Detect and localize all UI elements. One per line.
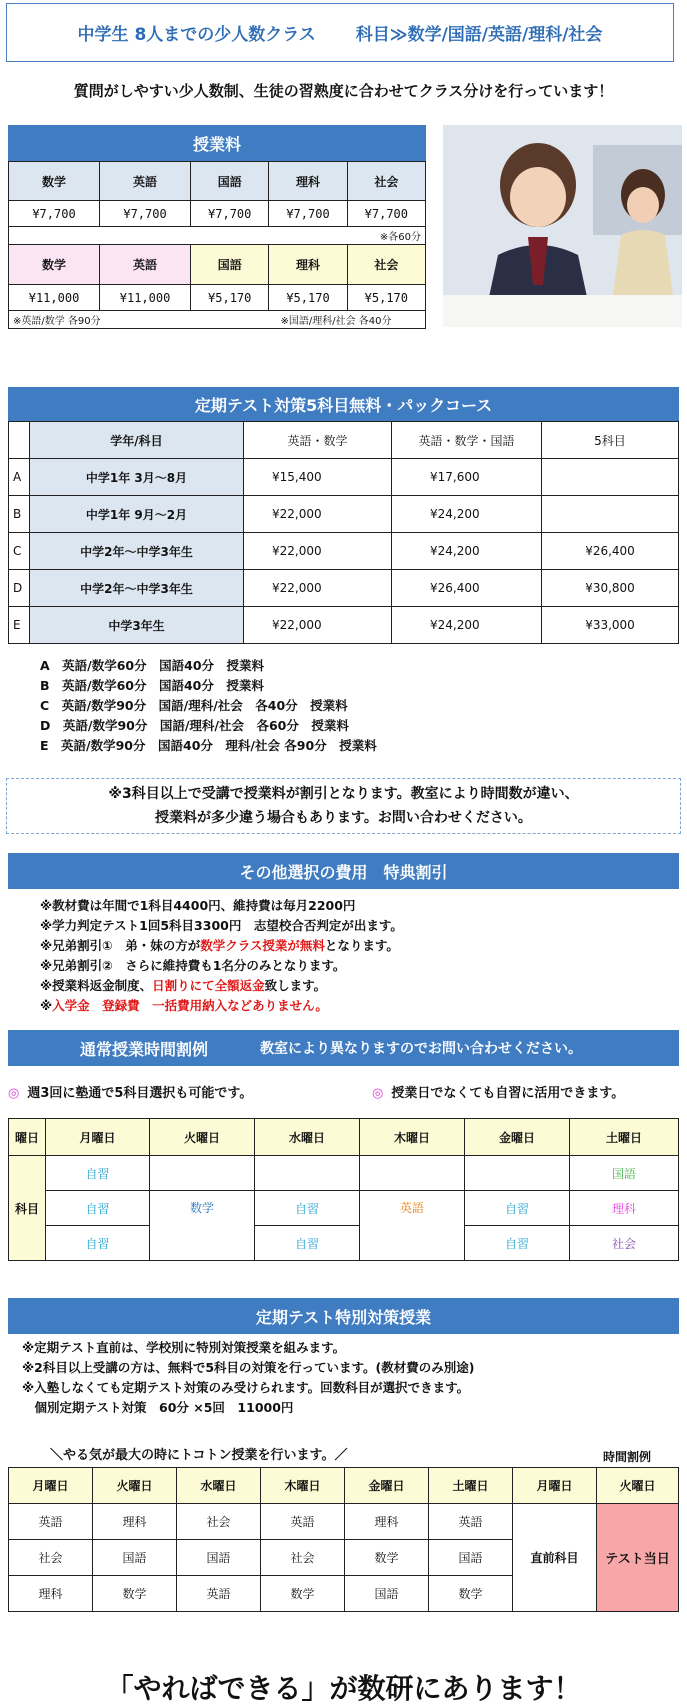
schedule-cell-empty (465, 1156, 570, 1191)
tuition-head-english: 英語 (100, 162, 191, 201)
schedule-row-label: 科目 (9, 1156, 46, 1261)
pack-row-five (542, 459, 679, 496)
schedule-cell-empty (255, 1156, 360, 1191)
pack-table (8, 421, 679, 644)
schedule-cell: 英語 (360, 1191, 465, 1261)
pack-row-ee: ¥22,000 (244, 570, 392, 607)
special-cell: 理科 (93, 1504, 177, 1540)
header-class-size: 中学生 8人までの少人数クラス (77, 25, 316, 45)
pack-row-five: ¥26,400 (542, 533, 679, 570)
schedule-head: 土曜日 (570, 1119, 679, 1156)
pack-row-five: ¥30,800 (542, 570, 679, 607)
tuition-head-english: 英語 (100, 245, 191, 285)
tuition-price: ¥5,170 (269, 285, 347, 311)
special-head: 水曜日 (177, 1468, 261, 1504)
list-item (40, 896, 403, 916)
tuition-price: ¥7,700 (347, 201, 425, 227)
bullet-mark: ◎ (372, 1086, 384, 1101)
tuition-head-math: 数学 (9, 245, 100, 285)
tuition-price: ¥11,000 (9, 285, 100, 311)
special-cell: 数学 (93, 1576, 177, 1612)
text-part: となります。 (324, 938, 399, 953)
special-caption: ＼やる気が最大の時にトコトン授業を行います。／ (50, 1448, 348, 1463)
special-head: 土曜日 (429, 1468, 513, 1504)
tuition-head-social: 社会 (347, 245, 425, 285)
pack-row-key: B (9, 496, 30, 533)
list-item: D 英語/数学90分 国語/理科/社会 各60分 授業料 (40, 718, 349, 733)
pack-head-eek: 英語・数学・国語 (392, 422, 542, 459)
list-item: ※2科目以上受講の方は、無料で5科目の対策を行っています。(教材費のみ別途) (22, 1360, 475, 1375)
pack-row-eek: ¥26,400 (392, 570, 542, 607)
text-part: ※ (40, 998, 53, 1013)
tuition-price: ¥7,700 (9, 201, 100, 227)
special-table (8, 1467, 679, 1612)
schedule-subtitle: 教室により異なりますのでお問い合わせください。 (260, 1041, 583, 1057)
schedule-cell: 自習 (46, 1226, 150, 1261)
tuition-title: 授業料 (8, 125, 426, 161)
schedule-title: 通常授業時間割例 (80, 1039, 209, 1059)
special-cell: 英語 (177, 1576, 261, 1612)
special-head: 月曜日 (9, 1468, 93, 1504)
special-cell: 社会 (177, 1504, 261, 1540)
schedule-cell: 社会 (570, 1226, 679, 1261)
schedule-cell-empty (150, 1156, 255, 1191)
schedule-head: 水曜日 (255, 1119, 360, 1156)
text-part: ※教材費は年間で1科目4400円、維持費は毎月2200円 (40, 898, 356, 913)
special-cell: 数学 (429, 1576, 513, 1612)
pack-head-ee: 英語・数学 (244, 422, 392, 459)
special-cell: 理科 (9, 1576, 93, 1612)
table-row (9, 533, 679, 570)
tuition-price: ¥7,700 (191, 201, 269, 227)
students-studying-photo (443, 125, 682, 327)
pack-row-key: D (9, 570, 30, 607)
list-item: E 英語/数学90分 国語40分 理科/社会 各90分 授業料 (40, 738, 377, 753)
tuition-note-left: ※英語/数学 各90分 (13, 316, 101, 327)
pack-row-ee: ¥22,000 (244, 496, 392, 533)
tuition-price: ¥7,700 (269, 201, 347, 227)
schedule-cell: 自習 (255, 1191, 360, 1226)
schedule-cell: 数学 (150, 1191, 255, 1261)
pack-row-grade: 中学1年 3月～8月 (30, 459, 244, 496)
pack-row-ee: ¥22,000 (244, 607, 392, 644)
schedule-cell: 自習 (46, 1191, 150, 1226)
table-row (9, 570, 679, 607)
header-box (6, 3, 674, 62)
list-item: C 英語/数学90分 国語/理科/社会 各40分 授業料 (40, 698, 348, 713)
pack-row-key: E (9, 607, 30, 644)
tuition-head-science: 理科 (269, 162, 347, 201)
table-row (9, 496, 679, 533)
list-item: B 英語/数学60分 国語40分 授業料 (40, 678, 264, 693)
schedule-head: 金曜日 (465, 1119, 570, 1156)
list-item (40, 976, 403, 996)
schedule-head: 火曜日 (150, 1119, 255, 1156)
special-last-tue: テスト当日 (597, 1504, 679, 1612)
tuition-price: ¥11,000 (100, 285, 191, 311)
special-last-mon: 直前科目 (513, 1504, 597, 1612)
slogan: 「やればできる」が数研にあります！ (105, 1672, 582, 1705)
special-head: 月曜日 (513, 1468, 597, 1504)
text-part: ※学力判定テスト1回5科目3300円 志望校合否判定が出ます。 (40, 918, 403, 933)
list-item: ※定期テスト直前は、学校別に特別対策授業を組みます。 (22, 1340, 346, 1355)
tuition-head-science: 理科 (269, 245, 347, 285)
pack-row-eek: ¥24,200 (392, 607, 542, 644)
pack-row-ee: ¥22,000 (244, 533, 392, 570)
special-cell: 英語 (261, 1504, 345, 1540)
special-cell: 英語 (9, 1504, 93, 1540)
bullet-mark: ◎ (8, 1086, 20, 1101)
header-subjects: 科目≫数学/国語/英語/理科/社会 (355, 25, 603, 45)
tuition-head-social: 社会 (347, 162, 425, 201)
special-caption-right: 時間割例 (603, 1450, 652, 1464)
pack-row-key: C (9, 533, 30, 570)
text-part: ※授業料返金制度、 (40, 978, 153, 993)
pack-row-grade: 中学1年 9月～2月 (30, 496, 244, 533)
bullet-text: 授業日でなくても自習に活用できます。 (391, 1086, 625, 1101)
list-item: 個別定期テスト対策 60分 ×5回 11000円 (22, 1400, 294, 1415)
special-cell: 数学 (345, 1540, 429, 1576)
special-cell: 社会 (9, 1540, 93, 1576)
tuition-price: ¥7,700 (100, 201, 191, 227)
special-cell: 数学 (261, 1576, 345, 1612)
schedule-head: 木曜日 (360, 1119, 465, 1156)
bullet-text: 週3回に塾通で5科目選択も可能です。 (27, 1086, 253, 1101)
tuition-price: ¥5,170 (347, 285, 425, 311)
pack-row-five (542, 496, 679, 533)
tuition-note-right: ※国語/理科/社会 各40分 (280, 316, 392, 327)
special-cell: 国語 (177, 1540, 261, 1576)
intro-text: 質問がしやすい少人数制、生徒の習熟度に合わせてクラス分けを行っています！ (73, 82, 614, 100)
schedule-table (8, 1118, 679, 1261)
tuition-price: ¥5,170 (191, 285, 269, 311)
other-title: その他選択の費用 特典割引 (8, 853, 679, 889)
special-cell: 国語 (429, 1540, 513, 1576)
text-highlight: 日割りにて全額返金 (152, 978, 265, 993)
special-title: 定期テスト特別対策授業 (8, 1298, 679, 1334)
schedule-cell: 国語 (570, 1156, 679, 1191)
discount-notice (6, 778, 681, 834)
table-row (9, 607, 679, 644)
discount-line-2: 授業料が多少違う場合もあります。お問い合わせください。 (155, 810, 532, 826)
tuition-note-row (9, 311, 426, 329)
schedule-cell: 自習 (46, 1156, 150, 1191)
tuition-note-60: ※各60分 (9, 227, 426, 245)
schedule-bullet-1 (8, 1082, 252, 1101)
pack-row-grade: 中学3年生 (30, 607, 244, 644)
list-item: A 英語/数学60分 国語40分 授業料 (40, 658, 265, 673)
pack-notes (40, 656, 377, 756)
pack-row-eek: ¥24,200 (392, 496, 542, 533)
list-item (40, 956, 403, 976)
schedule-bullet-2 (372, 1082, 624, 1101)
tuition-table (8, 161, 426, 329)
special-cell: 社会 (261, 1540, 345, 1576)
pack-head-grade: 学年/科目 (30, 422, 244, 459)
schedule-cell: 自習 (255, 1226, 360, 1261)
schedule-head: 曜日 (9, 1119, 46, 1156)
text-part: 致します。 (264, 978, 327, 993)
schedule-cell: 自習 (465, 1191, 570, 1226)
other-lines (40, 896, 403, 1016)
pack-key-blank (9, 422, 30, 459)
pack-row-key: A (9, 459, 30, 496)
special-cell: 理科 (345, 1504, 429, 1540)
text-part: ※兄弟割引② さらに維持費も1名分のみとなります。 (40, 958, 346, 973)
tuition-head-math: 数学 (9, 162, 100, 201)
schedule-cell-empty (360, 1156, 465, 1191)
tuition-head-japanese: 国語 (191, 162, 269, 201)
list-item (40, 936, 403, 956)
special-head: 金曜日 (345, 1468, 429, 1504)
discount-line-1: ※3科目以上で受講で授業料が割引となります。教室により時間数が違い、 (108, 786, 579, 802)
pack-row-ee: ¥15,400 (244, 459, 392, 496)
schedule-head: 月曜日 (46, 1119, 150, 1156)
text-part: ※兄弟割引① 弟・妹の方が (40, 938, 201, 953)
schedule-cell: 自習 (465, 1226, 570, 1261)
pack-row-grade: 中学2年～中学3年生 (30, 570, 244, 607)
table-row (9, 459, 679, 496)
pack-row-eek: ¥24,200 (392, 533, 542, 570)
tuition-head-japanese: 国語 (191, 245, 269, 285)
pack-row-five: ¥33,000 (542, 607, 679, 644)
pack-title: 定期テスト対策5科目無料・パックコース (8, 387, 679, 421)
pack-row-grade: 中学2年～中学3年生 (30, 533, 244, 570)
special-head: 火曜日 (597, 1468, 679, 1504)
text-highlight: 数学クラス授業が無料 (200, 938, 325, 953)
schedule-header (8, 1030, 679, 1066)
list-item: ※入塾しなくても定期テスト対策のみ受けられます。回数科目が選択できます。 (22, 1380, 470, 1395)
text-highlight: 入学金 登録費 一括費用納入などありません。 (52, 998, 328, 1013)
special-cell: 国語 (345, 1576, 429, 1612)
schedule-cell: 理科 (570, 1191, 679, 1226)
special-cell: 英語 (429, 1504, 513, 1540)
special-head: 木曜日 (261, 1468, 345, 1504)
pack-head-five: 5科目 (542, 422, 679, 459)
list-item (40, 996, 403, 1016)
special-lines (22, 1338, 474, 1418)
pack-row-eek: ¥17,600 (392, 459, 542, 496)
special-head: 火曜日 (93, 1468, 177, 1504)
list-item (40, 916, 403, 936)
special-cell: 国語 (93, 1540, 177, 1576)
